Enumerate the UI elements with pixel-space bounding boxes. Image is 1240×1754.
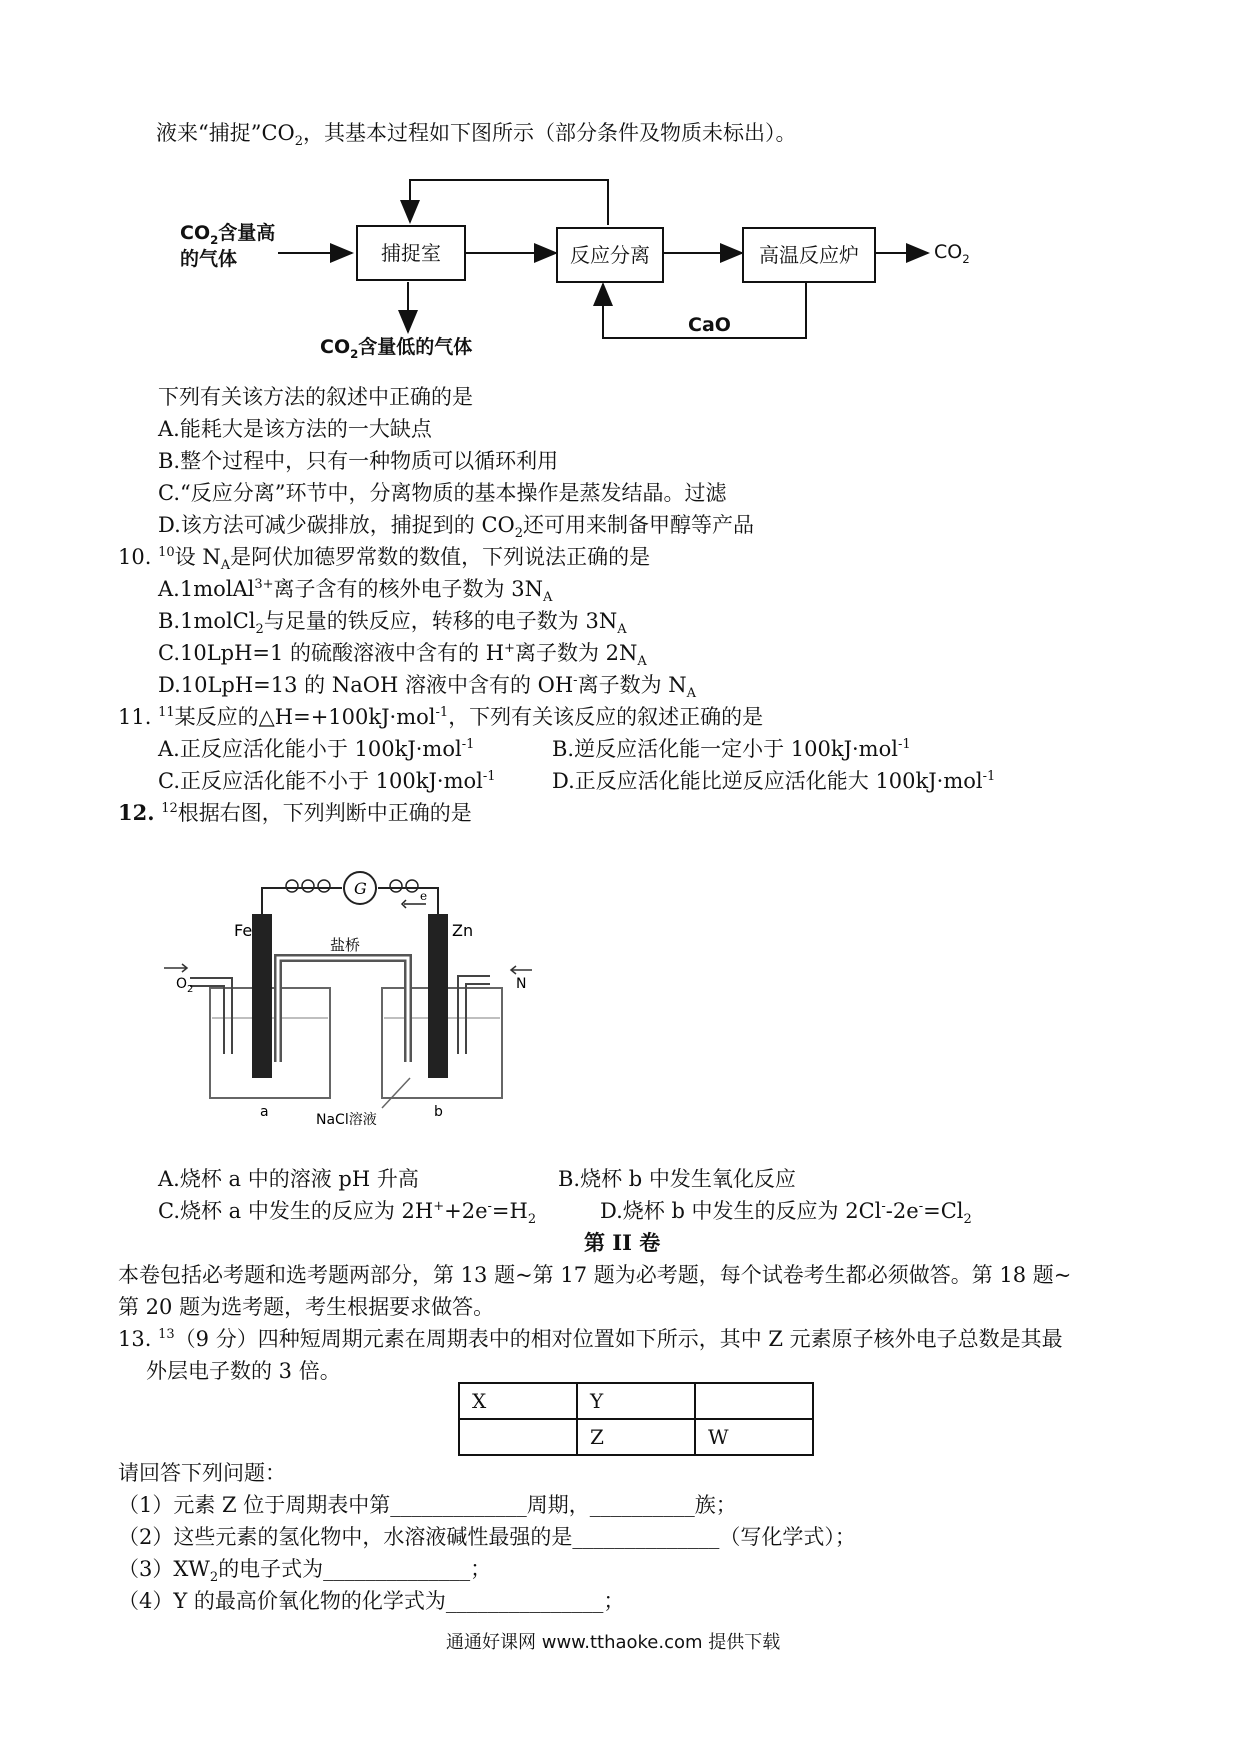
q13-part4: （4）Y 的最高价氧化物的化学式为_______________； <box>118 1589 625 1613</box>
fe-electrode <box>252 914 272 1078</box>
furnace-box <box>742 227 876 283</box>
beaker-a-label: a <box>260 1104 269 1120</box>
low-post: 含量低的气体 <box>358 336 473 358</box>
q12-option-b: B.烧杯 b 中发生氧化反应 <box>558 1167 796 1191</box>
q10-a-mid: 离子含有的核外电子数为 3N <box>273 577 543 601</box>
q13-part3-sub: 2 <box>209 1570 219 1586</box>
q11-d-sup: -1 <box>982 769 996 784</box>
table-cell <box>459 1419 577 1455</box>
q12-number: 12. <box>118 800 155 825</box>
q11-option-c <box>158 768 496 794</box>
q11-stem-post: ，下列有关该反应的叙述正确的是 <box>448 705 764 729</box>
input-post: 含量高 <box>218 222 276 244</box>
zn-label: Zn <box>452 921 474 940</box>
q10-d-mid: 离子数为 N <box>577 673 687 697</box>
q11-b-sup: -1 <box>897 737 911 752</box>
input-co: CO <box>180 222 211 244</box>
q12-c-mid: +2e <box>444 1199 488 1223</box>
q11-stem-sup: -1 <box>435 705 449 720</box>
o2-sub: 2 <box>187 984 194 995</box>
q9-d-post: 还可用来制备甲醇等产品 <box>523 513 755 537</box>
q12-c-sub: 2 <box>527 1212 537 1228</box>
electron-label: e <box>420 889 428 903</box>
q13-part1: （1）元素 Z 位于周期表中第_____________周期，__________族； <box>118 1493 737 1517</box>
q9-option-a: A.能耗大是该方法的一大缺点 <box>158 417 432 441</box>
o2-text: O <box>176 976 188 992</box>
table-row <box>459 1383 813 1419</box>
q11-a-pre: A.正反应活化能小于 100kJ·mol <box>158 737 462 761</box>
q10-b-mid: 与足量的铁反应，转移的电子数为 3N <box>263 609 618 633</box>
part2-title: 第 II 卷 <box>584 1230 661 1255</box>
q10-option-b <box>158 608 627 638</box>
q9-d-pre: D.该方法可减少碳排放，捕捉到的 CO <box>158 513 515 537</box>
galvanic-cell-figure <box>160 858 540 1128</box>
q10-d-pre: D.10LpH=13 的 NaOH 溶液中含有的 OH <box>158 673 574 697</box>
q10-c-sup: + <box>504 641 515 656</box>
box1-label: 捕捉室 <box>381 241 441 265</box>
table-row <box>459 1419 813 1455</box>
q11-c-sup: -1 <box>482 769 496 784</box>
q10-b-sub1: 2 <box>255 622 264 638</box>
cao-label <box>688 314 731 338</box>
intro-sub: 2 <box>294 134 304 150</box>
q12-stem-text: 根据右图，下列判断中正确的是 <box>177 801 472 825</box>
reaction-separation-box <box>556 227 664 283</box>
q12-stem <box>118 800 472 826</box>
q10-stem-pre: 设 N <box>174 545 221 569</box>
fe-label: Fe <box>234 921 253 940</box>
q11-sup: 11 <box>158 705 175 720</box>
low-co: CO <box>320 336 351 358</box>
cao-text: CaO <box>688 314 731 336</box>
q13-part3-pre: （3）XW <box>118 1557 210 1581</box>
table-cell: Y <box>577 1383 695 1419</box>
beaker-b-label: b <box>434 1104 443 1120</box>
q10-d-sup: - <box>573 673 578 688</box>
q12-c-pre: C.烧杯 a 中发生的反应为 2H <box>158 1199 434 1223</box>
q10-b-sub2: A <box>617 622 627 638</box>
table-cell: X <box>459 1383 577 1419</box>
q13-stem1: （9 分）四种短周期元素在周期表中的相对位置如下所示，其中 Z 元素原子核外电子总数是其最 <box>174 1327 1063 1351</box>
output-sub: 2 <box>962 251 970 266</box>
q10-option-a <box>158 576 552 606</box>
intro-pre: 液来“捕捉”CO <box>156 121 295 145</box>
q10-a-sup: 3+ <box>254 577 274 592</box>
q11-d-pre: D.正反应活化能比逆反应活化能大 100kJ·mol <box>552 769 983 793</box>
q12-option-d <box>600 1198 972 1228</box>
q13-part3-post: 的电子式为______________； <box>218 1557 492 1581</box>
q11-stem <box>118 704 763 730</box>
q12-d-sub: 2 <box>963 1212 972 1228</box>
q11-option-b <box>552 736 911 762</box>
q12-option-a: A.烧杯 a 中的溶液 pH 升高 <box>158 1167 419 1191</box>
q12-d-sup1: - <box>881 1199 886 1214</box>
q10-c-pre: C.10LpH=1 的硫酸溶液中含有的 H <box>158 641 505 665</box>
table-cell: Z <box>577 1419 695 1455</box>
part2-intro-line1: 本卷包括必考题和选考题两部分，第 13 题~第 17 题为必考题，每个试卷考生都必须做答。第 18 题~ <box>118 1263 1072 1287</box>
q9-stem: 下列有关该方法的叙述中正确的是 <box>158 385 473 409</box>
salt-bridge-label: 盐桥 <box>330 936 361 954</box>
page-footer: 通通好课网 www.tthaoke.com 提供下载 <box>446 1632 781 1653</box>
q11-stem-pre: 某反应的△H=+100kJ·mol <box>174 705 436 729</box>
nacl-label: NaCl溶液 <box>316 1112 377 1128</box>
input-sub: 2 <box>210 232 219 247</box>
q12-option-c <box>158 1198 536 1228</box>
q10-option-d <box>158 672 696 702</box>
q13-stem-line2: 外层电子数的 3 倍。 <box>146 1359 341 1383</box>
q10-c-mid: 离子数为 2N <box>514 641 638 665</box>
input-gas-label <box>180 222 275 271</box>
n2-label: N <box>516 976 527 992</box>
q11-option-d <box>552 768 995 794</box>
q12-c-mid2: =H <box>491 1199 528 1223</box>
output-co2-label <box>934 241 970 267</box>
q13-sup: 13 <box>158 1327 175 1342</box>
part2-intro-line2: 第 20 题为选考题，考生根据要求做答。 <box>118 1295 495 1319</box>
q9-option-b: B.整个过程中，只有一种物质可以循环利用 <box>158 449 559 473</box>
q10-stem-sub: A <box>220 558 231 574</box>
galvanometer-label: G <box>354 879 367 898</box>
q13-part2: （2）这些元素的氢化物中，水溶液碱性最强的是______________（写化学式）； <box>118 1525 856 1549</box>
q10-b-pre: B.1molCl <box>158 609 256 633</box>
q11-option-a <box>158 736 474 762</box>
periodic-position-table <box>458 1382 814 1456</box>
q12-sup: 12 <box>161 801 178 816</box>
q12-d-mid2: =Cl <box>923 1199 964 1223</box>
output-co: CO <box>934 241 963 263</box>
arrow-recycle-top <box>410 180 608 225</box>
q10-sup: 10 <box>158 545 175 560</box>
intro-post: ，其基本过程如下图所示（部分条件及物质未标出）。 <box>303 121 797 145</box>
q9-option-d <box>158 512 754 542</box>
table-cell <box>695 1383 813 1419</box>
q12-d-pre: D.烧杯 b 中发生的反应为 2Cl <box>600 1199 882 1223</box>
q13-stem-line1 <box>118 1326 1063 1352</box>
q10-stem-post: 是阿伏加德罗常数的数值，下列说法正确的是 <box>230 545 651 569</box>
capture-flow-diagram <box>0 0 1240 370</box>
q10-a-pre: A.1molAl <box>158 577 255 601</box>
box3-label: 高温反应炉 <box>759 243 859 267</box>
q11-c-pre: C.正反应活化能不小于 100kJ·mol <box>158 769 483 793</box>
q13-answer-intro: 请回答下列问题： <box>118 1461 286 1485</box>
q10-c-sub: A <box>637 654 647 670</box>
q13-number: 13. <box>118 1327 152 1351</box>
q12-d-mid: -2e <box>885 1199 919 1223</box>
q11-b-pre: B.逆反应活化能一定小于 100kJ·mol <box>552 737 898 761</box>
zn-electrode <box>428 914 448 1078</box>
input-line2: 的气体 <box>180 247 238 270</box>
q10-number: 10. <box>118 545 152 569</box>
low-gas-label <box>320 336 472 362</box>
q11-number: 11. <box>118 705 152 729</box>
flow-arrows <box>0 0 1240 370</box>
q9-option-c: C.“反应分离”环节中，分离物质的基本操作是蒸发结晶。过滤 <box>158 481 727 505</box>
q12-d-sup2: - <box>918 1199 924 1214</box>
q10-a-sub: A <box>542 590 553 606</box>
q12-c-sup2: - <box>487 1199 492 1214</box>
low-sub: 2 <box>350 346 359 361</box>
q12-c-sup1: + <box>433 1199 445 1214</box>
q9-d-sub: 2 <box>514 526 524 542</box>
q10-stem <box>118 544 650 574</box>
q10-d-sub: A <box>686 686 697 702</box>
box2-label: 反应分离 <box>570 243 650 267</box>
q10-option-c <box>158 640 647 670</box>
q13-part3 <box>118 1556 491 1586</box>
q11-a-sup: -1 <box>461 737 475 752</box>
table-cell: W <box>695 1419 813 1455</box>
capture-chamber-box <box>356 225 466 281</box>
